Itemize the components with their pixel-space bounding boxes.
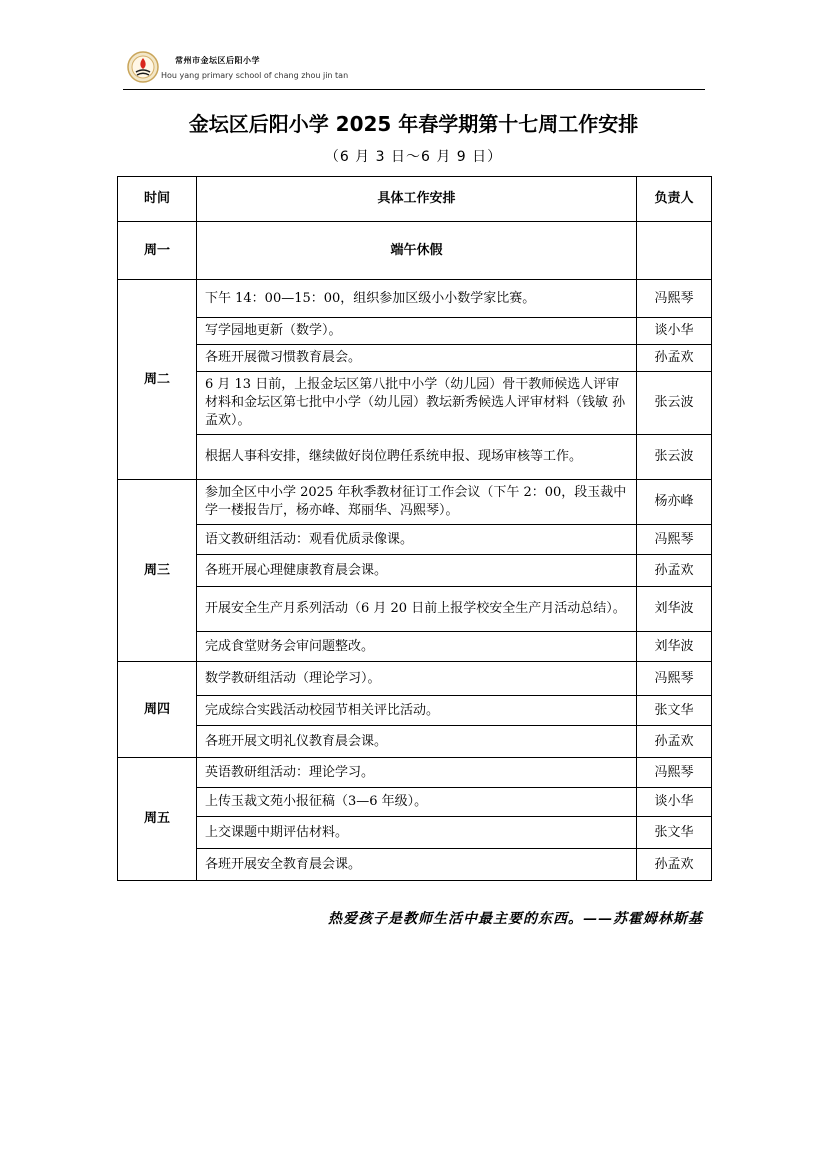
person-cell: 孙孟欢 [637,345,712,372]
table-row [118,587,712,632]
table-row [118,632,712,662]
task-cell: 上传玉裁文苑小报征稿（3—6 年级）。 [197,788,637,817]
table-row [118,435,712,480]
day-cell: 周三 [118,480,197,662]
task-cell: 下午 14：00—15：00，组织参加区级小小数学家比赛。 [197,280,637,318]
school-name-en: Hou yang primary school of chang zhou jin tan [161,71,349,80]
task-cell: 英语教研组活动：理论学习。 [197,758,637,788]
date-range: （6 月 3 日～6 月 9 日） [324,149,503,165]
person-cell: 谈小华 [637,788,712,817]
header-divider [123,89,705,90]
person-cell: 刘华波 [637,632,712,662]
person-cell: 张文华 [637,817,712,849]
person-cell: 刘华波 [637,587,712,632]
person-cell: 孙孟欢 [637,849,712,881]
task-cell: 完成综合实践活动校园节相关评比活动。 [197,696,637,726]
school-name-cn: 常州市金坛区后阳小学 [175,55,260,65]
person-cell [637,222,712,280]
person-cell: 杨亦峰 [637,480,712,525]
person-cell: 张云波 [637,372,712,435]
task-cell: 6 月 13 日前，上报金坛区第八批中小学（幼儿园）骨干教师候选人评审材料和金坛区第七批中小学（幼儿园）教坛新秀候选人评审材料（钱敏 孙孟欢）。 [197,372,637,435]
day-cell: 周五 [118,758,197,881]
table-header-row [118,177,712,222]
person-cell: 孙孟欢 [637,555,712,587]
person-cell: 冯熙琴 [637,758,712,788]
table-row [118,662,712,696]
task-cell: 参加全区中小学 2025 年秋季教材征订工作会议（下午 2：00，段玉裁中学一楼报告厅，杨亦峰、郑丽华、冯熙琴）。 [197,480,637,525]
school-logo-icon [127,51,159,83]
table-row [118,525,712,555]
table-row [118,817,712,849]
task-cell: 各班开展文明礼仪教育晨会课。 [197,726,637,758]
table-row [118,372,712,435]
schedule-table [117,176,712,881]
task-cell: 各班开展心理健康教育晨会课。 [197,555,637,587]
day-cell: 周一 [118,222,197,280]
table-row [118,480,712,525]
person-cell: 冯熙琴 [637,280,712,318]
task-cell: 语文教研组活动：观看优质录像课。 [197,525,637,555]
table-row [118,726,712,758]
table-row [118,788,712,817]
table-row [118,849,712,881]
table-row [118,696,712,726]
day-cell: 周四 [118,662,197,758]
table-row [118,318,712,345]
person-cell: 冯熙琴 [637,525,712,555]
task-cell: 数学教研组活动（理论学习）。 [197,662,637,696]
table-row [118,222,712,280]
task-cell: 各班开展安全教育晨会课。 [197,849,637,881]
day-cell: 周二 [118,280,197,480]
page-header [123,46,705,90]
person-cell: 张文华 [637,696,712,726]
task-cell: 各班开展微习惯教育晨会。 [197,345,637,372]
holiday-cell: 端午休假 [197,222,637,280]
task-cell: 完成食堂财务会审问题整改。 [197,632,637,662]
table-row [118,555,712,587]
task-cell: 上交课题中期评估材料。 [197,817,637,849]
person-cell: 张云波 [637,435,712,480]
header-time: 时间 [118,177,197,222]
task-cell: 根据人事科安排，继续做好岗位聘任系统申报、现场审核等工作。 [197,435,637,480]
table-row [118,280,712,318]
table-row [118,758,712,788]
header-person: 负责人 [637,177,712,222]
header-tasks: 具体工作安排 [197,177,637,222]
task-cell: 写学园地更新（数学）。 [197,318,637,345]
person-cell: 冯熙琴 [637,662,712,696]
person-cell: 孙孟欢 [637,726,712,758]
person-cell: 谈小华 [637,318,712,345]
page-title: 金坛区后阳小学 2025 年春学期第十七周工作安排 [188,112,639,136]
table-row [118,345,712,372]
quote: 热爱孩子是教师生活中最主要的东西。——苏霍姆林斯基 [328,911,703,927]
task-cell: 开展安全生产月系列活动（6 月 20 日前上报学校安全生产月活动总结）。 [197,587,637,632]
